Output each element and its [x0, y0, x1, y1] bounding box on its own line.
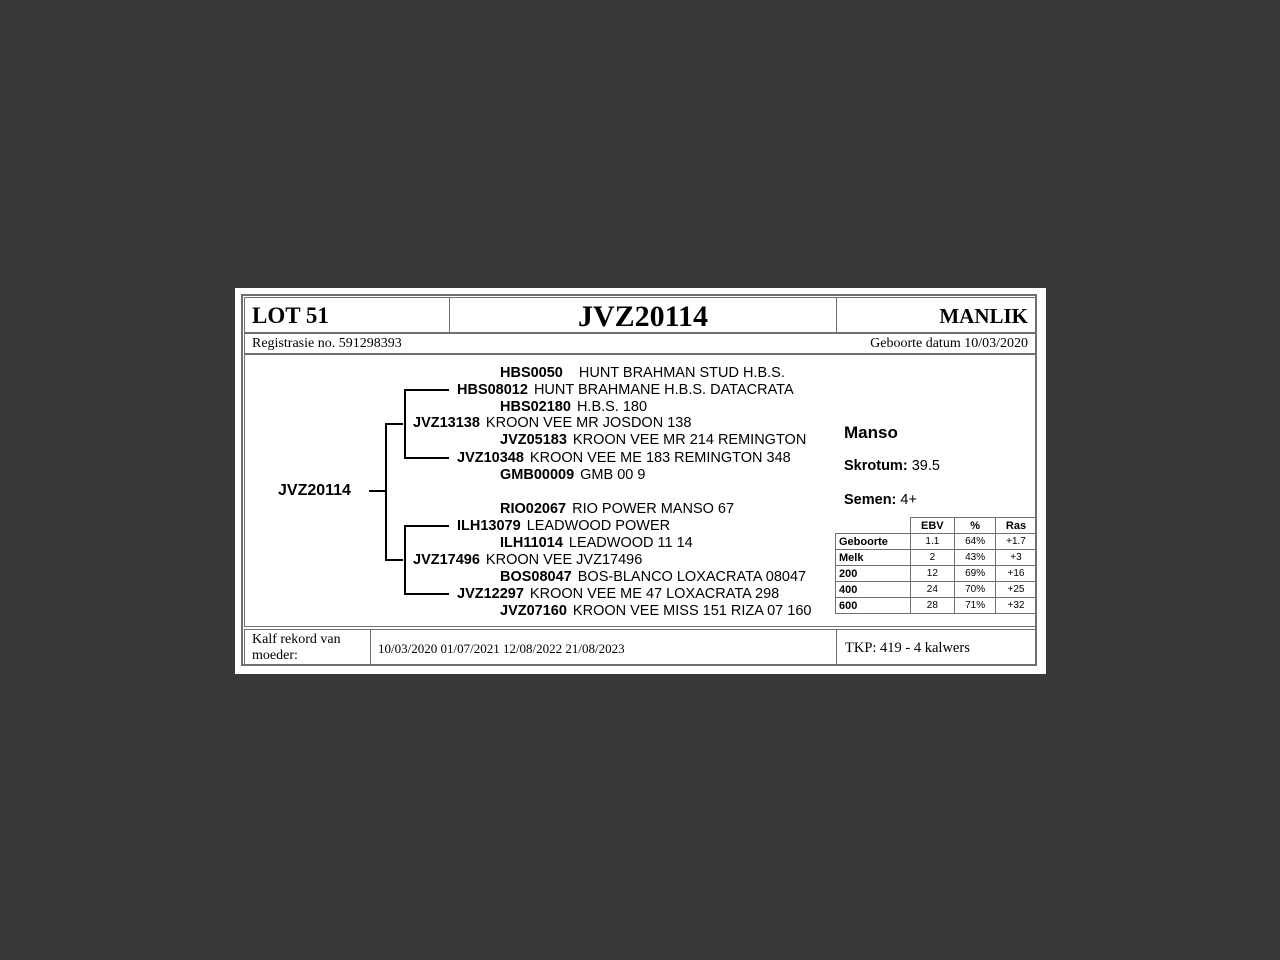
- calf-record-label-line: moeder:: [252, 648, 298, 663]
- ebv-breed-avg: +25: [995, 582, 1036, 598]
- ancestor-name: KROON VEE JVZ17496: [485, 552, 643, 568]
- ancestor-name: LEADWOOD POWER: [526, 518, 671, 534]
- tree-line: [385, 423, 387, 561]
- ebv-row-label: Geboorte: [836, 534, 911, 550]
- ancestor-entry: [413, 415, 691, 432]
- ebv-accuracy: 69%: [955, 566, 996, 582]
- ebv-accuracy: 70%: [955, 582, 996, 598]
- ancestor-name: LEADWOOD 11 14: [568, 535, 693, 551]
- ebv-breed-avg: +16: [995, 566, 1036, 582]
- animal-id-cell: [449, 297, 837, 333]
- tree-line: [404, 593, 449, 595]
- ancestor-name: HUNT BRAHMAN STUD H.B.S.: [578, 365, 785, 381]
- ebv-value: 2: [910, 550, 955, 566]
- ancestor-code: JVZ10348: [457, 450, 524, 466]
- ancestor-entry: [457, 518, 670, 535]
- ebv-row-label: 600: [836, 598, 911, 614]
- ancestor-code: ILH11014: [500, 535, 563, 551]
- ancestor-entry: [457, 586, 779, 603]
- table-row: [836, 550, 1037, 566]
- tree-line: [385, 559, 403, 561]
- ebv-breed-avg: +1.7: [995, 534, 1036, 550]
- scrotum-measure: [844, 458, 940, 474]
- ancestor-name: H.B.S. 180: [576, 399, 648, 415]
- ebv-header-row: [836, 518, 1037, 534]
- calf-record-label-line: Kalf rekord van: [252, 632, 341, 647]
- calf-dates: 10/03/2020 01/07/2021 12/08/2022 21/08/2023: [378, 641, 625, 656]
- ancestor-name: GMB 00 9: [580, 467, 646, 483]
- semen-value: 4+: [900, 492, 917, 508]
- ebv-header: EBV: [910, 518, 955, 534]
- tree-line: [404, 457, 449, 459]
- ebv-value: 1.1: [910, 534, 955, 550]
- registration-row: [244, 333, 1036, 354]
- ancestor-code: JVZ13138: [413, 415, 480, 431]
- ancestor-name: KROON VEE MR 214 REMINGTON: [572, 432, 807, 448]
- ebv-value: 28: [910, 598, 955, 614]
- semen-measure: [844, 492, 917, 508]
- ancestor-code: JVZ17496: [413, 552, 480, 568]
- ancestor-name: KROON VEE MR JOSDON 138: [485, 415, 692, 431]
- ancestor-name: KROON VEE ME 183 REMINGTON 348: [529, 450, 791, 466]
- ancestor-entry: [500, 467, 645, 484]
- ebv-header: Ras: [995, 518, 1036, 534]
- ancestor-name: RIO POWER MANSO 67: [572, 501, 735, 517]
- ancestor-entry: [413, 552, 642, 569]
- ancestor-code: RIO02067: [500, 501, 567, 517]
- ancestor-name: HUNT BRAHMANE H.B.S. DATACRATA: [533, 382, 794, 398]
- scrotum-label: Skrotum:: [844, 458, 908, 474]
- lot-cell: [244, 297, 450, 333]
- ebv-header: %: [955, 518, 996, 534]
- tree-line: [404, 389, 406, 459]
- ancestor-entry: [500, 432, 806, 449]
- ebv-row-label: 200: [836, 566, 911, 582]
- tree-line: [404, 525, 406, 595]
- scrotum-value: 39.5: [911, 458, 940, 474]
- table-row: [836, 598, 1037, 614]
- pedigree-subject: JVZ20114: [278, 482, 351, 499]
- ebv-accuracy: 64%: [955, 534, 996, 550]
- calf-record-label-cell: [244, 629, 371, 666]
- ancestor-code: HBS02180: [500, 399, 571, 415]
- ebv-accuracy: 43%: [955, 550, 996, 566]
- ancestor-entry: [500, 535, 693, 552]
- ancestor-code: HBS08012: [457, 382, 528, 398]
- ancestor-code: HBS0050: [500, 365, 563, 381]
- ancestor-code: ILH13079: [457, 518, 521, 534]
- table-row: [836, 582, 1037, 598]
- tkp-cell: [836, 629, 1036, 666]
- animal-name: Manso: [844, 423, 898, 442]
- ancestor-entry: [500, 399, 647, 416]
- ancestor-entry: [500, 365, 785, 382]
- ebv-accuracy: 71%: [955, 598, 996, 614]
- ebv-header-blank: [836, 518, 911, 534]
- tree-line: [404, 525, 449, 527]
- ancestor-code: JVZ07160: [500, 603, 567, 619]
- ebv-row-label: Melk: [836, 550, 911, 566]
- ebv-breed-avg: +32: [995, 598, 1036, 614]
- ebv-breed-avg: +3: [995, 550, 1036, 566]
- birth-date: Geboorte datum 10/03/2020: [870, 336, 1028, 351]
- sex-cell: [836, 297, 1036, 333]
- ancestor-entry: [500, 501, 734, 518]
- ebv-value: 12: [910, 566, 955, 582]
- registration-number: Registrasie no. 591298393: [252, 336, 402, 351]
- ancestor-entry: [457, 382, 794, 399]
- tkp-value: TKP: 419 - 4 kalwers: [845, 640, 970, 656]
- ancestor-code: JVZ05183: [500, 432, 567, 448]
- lot-number: LOT 51: [252, 303, 329, 328]
- ancestor-entry: [457, 450, 791, 467]
- ebv-value: 24: [910, 582, 955, 598]
- tree-line: [404, 389, 449, 391]
- ebv-row-label: 400: [836, 582, 911, 598]
- ancestor-code: GMB00009: [500, 467, 575, 483]
- ancestor-name: BOS-BLANCO LOXACRATA 08047: [577, 569, 807, 585]
- ancestor-code: JVZ12297: [457, 586, 524, 602]
- lot-card: [235, 288, 1046, 674]
- ancestor-entry: [500, 603, 811, 620]
- tree-line: [385, 423, 403, 425]
- ancestor-name: KROON VEE ME 47 LOXACRATA 298: [529, 586, 780, 602]
- ancestor-code: BOS08047: [500, 569, 572, 585]
- ebv-table: [835, 517, 1037, 614]
- calf-record-label: [252, 632, 341, 664]
- ancestor-name: KROON VEE MISS 151 RIZA 07 160: [572, 603, 812, 619]
- sex-label: MANLIK: [939, 304, 1028, 328]
- ancestor-entry: [500, 569, 806, 586]
- table-row: [836, 534, 1037, 550]
- semen-label: Semen:: [844, 492, 897, 508]
- calf-dates-cell: [370, 629, 837, 666]
- table-row: [836, 566, 1037, 582]
- animal-id-title: JVZ20114: [577, 300, 709, 333]
